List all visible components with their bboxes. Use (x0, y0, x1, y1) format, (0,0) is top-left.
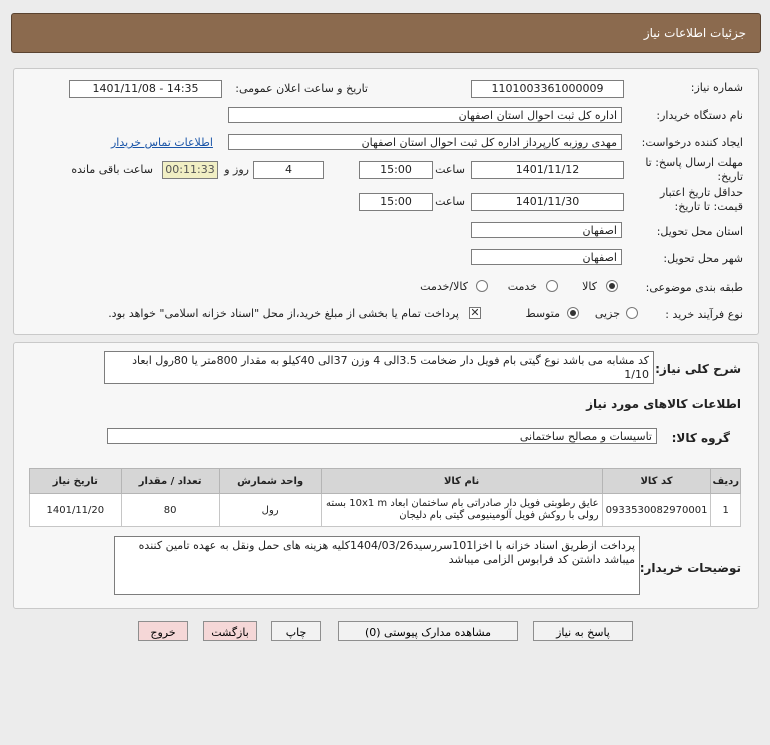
items-table (29, 468, 741, 527)
category-option-both: کالا/خدمت (420, 280, 468, 293)
category-label: طبقه بندی موضوعی: (645, 281, 743, 294)
attachments-button[interactable]: مشاهده مدارک پیوستی (0) (338, 621, 518, 641)
contact-buyer-link[interactable]: اطلاعات تماس خریدار (111, 136, 213, 149)
buyer-org-label: نام دستگاه خریدار: (656, 109, 743, 122)
requester-label: ایجاد کننده درخواست: (641, 136, 743, 149)
col-unit: واحد شمارش (219, 469, 321, 494)
items-title: اطلاعات کالاهای مورد نیاز (586, 397, 741, 411)
category-radio-both[interactable] (476, 280, 488, 292)
reply-button[interactable]: پاسخ به نیاز (533, 621, 633, 641)
remaining-time-field: 00:11:33 (162, 161, 218, 179)
process-option-minor: جزیی (594, 307, 620, 320)
col-name: نام کالا (321, 469, 602, 494)
print-button[interactable]: چاپ (271, 621, 321, 641)
back-button[interactable]: بازگشت (203, 621, 257, 641)
summary-text: کد مشابه می باشد نوع گیتی بام فویل دار ضخامت 3.5الی 4 وزن 37الی 40کیلو به مقدار 800متر یا 80رول ابعاد 1/10 (104, 351, 654, 384)
process-option-medium: متوسط (525, 307, 560, 320)
deadline-date-field: 1401/11/12 (471, 161, 624, 179)
city-field: اصفهان (471, 249, 622, 265)
process-label: نوع فرآیند خرید : (665, 308, 743, 321)
cell-unit: رول (219, 494, 321, 527)
cell-name: عایق رطوبتی فویل دار صادراتی بام ساختمان ابعاد 10x1 m بسته رولی با روکش فویل آلومینیومی گیتی بام دلیجان (321, 494, 602, 527)
cell-row: 1 (711, 494, 741, 527)
process-radio-medium[interactable] (567, 307, 579, 319)
category-option-goods: کالا (582, 280, 597, 293)
exit-button[interactable]: خروج (138, 621, 188, 641)
province-field: اصفهان (471, 222, 622, 238)
cell-code: 0933530082970001 (602, 494, 711, 527)
page-header (11, 13, 761, 53)
buyer-notes-label: توضیحات خریدار: (639, 561, 741, 575)
deadline-time-label: ساعت (435, 163, 465, 176)
group-label: گروه کالا: (671, 431, 730, 445)
announce-field: 1401/11/08 - 14:35 (69, 80, 222, 98)
col-code: کد کالا (602, 469, 711, 494)
announce-label: تاریخ و ساعت اعلان عمومی: (235, 82, 368, 95)
days-label: روز و (224, 163, 249, 176)
validity-time-field: 15:00 (359, 193, 433, 211)
group-field: تاسیسات و مصالح ساختمانی (107, 428, 657, 444)
category-option-service: خدمت (507, 280, 537, 293)
requester-field: مهدی روزبه کارپرداز اداره کل ثبت احوال استان اصفهان (228, 134, 622, 150)
need-number-label: شماره نیاز: (690, 81, 743, 94)
cell-date: 1401/11/20 (30, 494, 122, 527)
col-date: تاریخ نیاز (30, 469, 122, 494)
days-field: 4 (253, 161, 324, 179)
process-radio-minor[interactable] (626, 307, 638, 319)
need-number-field: 1101003361000009 (471, 80, 624, 98)
validity-date-field: 1401/11/30 (471, 193, 624, 211)
category-radio-service[interactable] (546, 280, 558, 292)
table-header-row (30, 469, 741, 494)
buyer-notes-text: پرداخت ازطریق اسناد خزانه با اخزا101سررسید1404/03/26کلیه هزینه های حمل ونقل به عهده تامین کننده میباشد داشتن کد فرابوس الزامی میباشد (114, 536, 640, 595)
city-label: شهر محل تحویل: (663, 252, 743, 265)
table-row (30, 494, 741, 527)
validity-label: حداقل تاریخ اعتبار قیمت: تا تاریخ: (659, 186, 743, 213)
page-title: جزئیات اطلاعات نیاز (643, 26, 746, 40)
deadline-time-field: 15:00 (359, 161, 433, 179)
province-label: استان محل تحویل: (656, 225, 743, 238)
col-row: ردیف (711, 469, 741, 494)
cell-qty: 80 (121, 494, 219, 527)
remaining-label: ساعت باقی مانده (71, 163, 153, 176)
col-qty: تعداد / مقدار (121, 469, 219, 494)
category-radio-goods[interactable] (606, 280, 618, 292)
treasury-payment-checkbox[interactable]: ✕ (470, 306, 480, 319)
deadline-label: مهلت ارسال پاسخ: تا تاریخ: (645, 156, 743, 183)
treasury-payment-note: پرداخت تمام یا بخشی از مبلغ خرید،از محل "اسناد خزانه اسلامی" خواهد بود. (108, 307, 459, 320)
summary-label: شرح کلی نیاز: (655, 362, 741, 376)
validity-time-label: ساعت (435, 195, 465, 208)
buyer-org-field: اداره کل ثبت احوال استان اصفهان (228, 107, 622, 123)
